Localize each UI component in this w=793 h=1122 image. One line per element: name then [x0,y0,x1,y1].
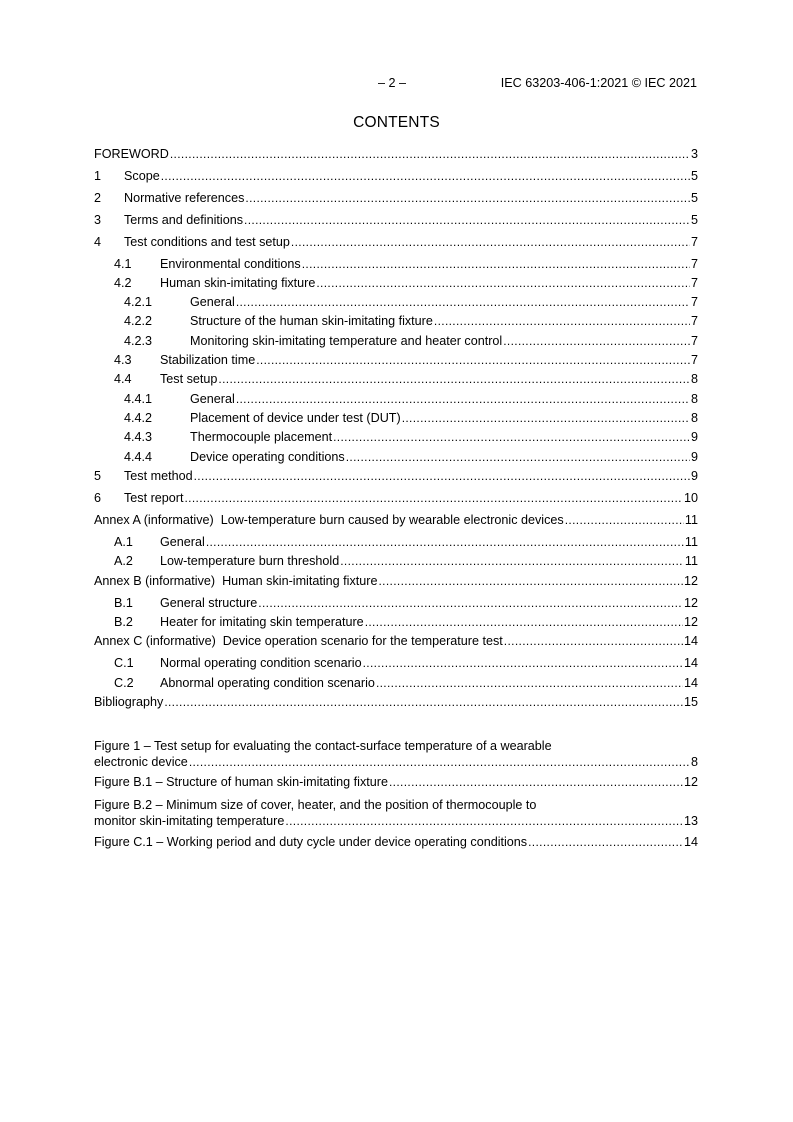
toc-entry-b-1[interactable]: B.1 General structure ..... 12 [94,595,698,611]
figure-entry-b2[interactable]: Figure B.2 – Minimum size of cover, heater, and the position of thermocouple to monitor skin-imitating temperature ..... 13 [94,797,698,829]
toc-entry-terms-definitions[interactable]: 3 Terms and definitions ..... 5 [94,212,698,228]
toc-entry-4-2-3[interactable]: 4.2.3 Monitoring skin-imitating temperature and heater control ..... 7 [94,333,698,349]
toc-entry-annex-c[interactable]: Annex C (informative) Device operation scenario for the temperature test ..... 14 [94,633,698,649]
toc-entry-bibliography[interactable]: Bibliography ..... 15 [94,694,698,710]
figure-entry-1[interactable]: Figure 1 – Test setup for evaluating the contact-surface temperature of a wearable electronic device ..... 8 [94,738,698,770]
page-header [0,76,793,92]
toc-entry-4-3[interactable]: 4.3 Stabilization time ..... 7 [94,352,698,368]
page-number: – 2 – [378,76,407,90]
toc-entry-4-1[interactable]: 4.1 Environmental conditions ..... 7 [94,256,698,272]
toc-entry-4-4[interactable]: 4.4 Test setup ..... 8 [94,371,698,387]
toc-entry-scope[interactable]: 1 Scope ..... 5 [94,168,698,184]
figure-entry-c1[interactable]: Figure C.1 – Working period and duty cycle under device operating conditions ..... 14 [94,834,698,850]
toc-entry-annex-a[interactable]: Annex A (informative) Low-temperature burn caused by wearable electronic devices ..... 11 [94,512,698,528]
toc-entry-annex-b[interactable]: Annex B (informative) Human skin-imitating fixture ..... 12 [94,573,698,589]
toc-entry-4-2-1[interactable]: 4.2.1 General ..... 7 [94,294,698,310]
toc-entry-a-1[interactable]: A.1 General ..... 11 [94,534,698,550]
toc-entry-c-1[interactable]: C.1 Normal operating condition scenario ..... 14 [94,655,698,671]
document-id: IEC 63203-406-1:2021 © IEC 2021 [500,76,697,90]
toc-entry-a-2[interactable]: A.2 Low-temperature burn threshold ..... 11 [94,553,698,569]
toc-entry-4-4-1[interactable]: 4.4.1 General ..... 8 [94,391,698,407]
toc-entry-4-2[interactable]: 4.2 Human skin-imitating fixture ..... 7 [94,275,698,291]
toc-entry-foreword[interactable]: FOREWORD ..... 3 [94,146,698,162]
figure-entry-b1[interactable]: Figure B.1 – Structure of human skin-imitating fixture ..... 12 [94,774,698,790]
toc-entry-b-2[interactable]: B.2 Heater for imitating skin temperature ..... 12 [94,614,698,630]
toc-entry-c-2[interactable]: C.2 Abnormal operating condition scenario ..... 14 [94,675,698,691]
toc-entry-4-4-2[interactable]: 4.4.2 Placement of device under test (DUT) ..... 8 [94,410,698,426]
toc-entry-test-report[interactable]: 6 Test report ..... 10 [94,490,698,506]
toc-entry-test-conditions[interactable]: 4 Test conditions and test setup ..... 7 [94,234,698,250]
toc-entry-4-4-4[interactable]: 4.4.4 Device operating conditions ..... 9 [94,449,698,465]
toc-entry-normative-references[interactable]: 2 Normative references ..... 5 [94,190,698,206]
toc-entry-4-4-3[interactable]: 4.4.3 Thermocouple placement ..... 9 [94,429,698,445]
page-title: CONTENTS [353,114,440,131]
toc-entry-test-method[interactable]: 5 Test method ..... 9 [94,468,698,484]
toc-entry-4-2-2[interactable]: 4.2.2 Structure of the human skin-imitating fixture ..... 7 [94,313,698,329]
